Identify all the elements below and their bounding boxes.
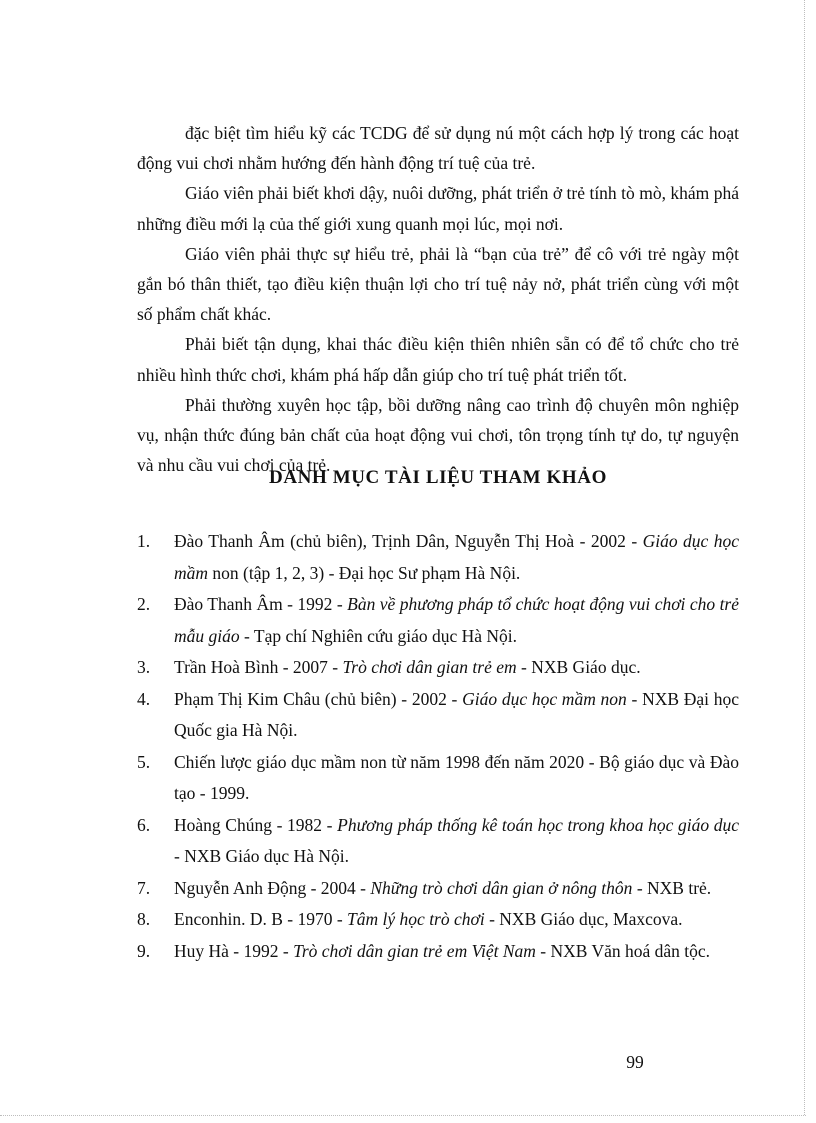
reference-item-3: [137, 652, 739, 684]
body-paragraph-3: Giáo viên phải thực sự hiểu trẻ, phải là “bạn của trẻ” để cô với trẻ ngày một gắn bó thân thiết, tạo điều kiện thuận lợi cho trí tuệ nảy nở, phát triển cùng với một số phẩm chất khác.: [137, 243, 739, 325]
reference-text-end: non (tập 1, 2, 3) - Đại học Sư phạm Hà Nội.: [208, 562, 521, 583]
reference-number: 8.: [137, 909, 151, 929]
references-title: DANH MỤC TÀI LIỆU THAM KHẢO: [269, 467, 607, 488]
reference-title-italic: Tâm lý học trò chơi: [347, 909, 485, 929]
body-text: [137, 118, 739, 480]
reference-text-end: - Tạp chí Nghiên cứu giáo dục Hà Nội.: [239, 625, 518, 646]
reference-text: Enconhin. D. B - 1970 -: [174, 909, 348, 929]
reference-text-end: - NXB Đại học Quốc gia Hà Nội.: [174, 688, 740, 740]
reference-title-italic: Giáo dục học mầm non: [462, 688, 627, 709]
reference-text: Chiến lược giáo dục mầm non từ năm 1998 đến năm 2020 - Bộ giáo dục và Đào tạo - 1999.: [174, 751, 739, 803]
reference-number: 6.: [137, 814, 151, 835]
reference-text-end: - NXB trẻ.: [632, 877, 712, 898]
reference-number: 1.: [137, 531, 151, 551]
reference-text-end: - NXB Giáo dục, Maxcova.: [484, 909, 683, 929]
reference-title-italic: Trò chơi dân gian trẻ em Việt Nam: [293, 940, 536, 961]
reference-item-5: [137, 747, 739, 810]
reference-text-end: - NXB Văn hoá dân tộc.: [535, 940, 711, 961]
reference-item-4: [137, 684, 739, 747]
body-paragraph-4: Phải biết tận dụng, khai thác điều kiện thiên nhiên sẵn có để tổ chức cho trẻ nhiều hình thức chơi, khám phá hấp dẫn giúp cho trí tuệ phát triển tốt.: [137, 334, 739, 385]
reference-text-end: - NXB Giáo dục.: [516, 657, 641, 677]
reference-number: 2.: [137, 594, 151, 614]
reference-text: Huy Hà - 1992 -: [174, 940, 294, 961]
body-paragraph-1: đặc biệt tìm hiểu kỹ các TCDG để sử dụng nú một cách hợp lý trong các hoạt động vui chơi nhằm hướng đến hành động trí tuệ của trẻ.: [137, 123, 739, 174]
body-paragraph-5: Phải thường xuyên học tập, bồi dưỡng nâng cao trình độ chuyên môn nghiệp vụ, nhận thức đúng bản chất của hoạt động vui chơi, tôn trọng tính tự do, tự nguyện và nhu cầu vui chơi của trẻ.: [137, 394, 739, 476]
reference-item-8: [137, 904, 739, 936]
reference-item-7: [137, 873, 739, 905]
reference-text: Trần Hoà Bình - 2007 -: [174, 657, 343, 677]
reference-number: 9.: [137, 940, 151, 961]
reference-title-italic: Giáo dục học mầm: [174, 531, 739, 583]
reference-number: 7.: [137, 877, 151, 898]
reference-item-9: [137, 936, 739, 968]
reference-item-2: [137, 589, 739, 652]
reference-text: Phạm Thị Kim Châu (chủ biên) - 2002 -: [174, 688, 463, 709]
reference-text: Hoàng Chúng - 1982 -: [174, 814, 338, 835]
reference-text: Đào Thanh Âm - 1992 -: [174, 594, 348, 614]
page-border-bottom: [0, 1115, 806, 1116]
reference-number: 3.: [137, 657, 151, 677]
reference-number: 4.: [137, 688, 151, 709]
body-paragraph-2: Giáo viên phải biết khơi dậy, nuôi dưỡng, phát triển ở trẻ tính tò mò, khám phá những điều mới lạ của thế giới xung quanh mọi lúc, mọi nơi.: [137, 183, 739, 234]
reference-text: Nguyễn Anh Động - 2004 -: [174, 877, 371, 898]
page-border-right: [804, 0, 805, 1115]
reference-text-end: - NXB Giáo dục Hà Nội.: [174, 846, 349, 866]
reference-title-italic: Bàn về phương pháp tổ chức hoạt động vui chơi cho trẻ mẫu giáo: [174, 594, 740, 646]
reference-title-italic: Phương pháp thống kê toán học trong khoa học giáo dục: [337, 814, 739, 835]
reference-title-italic: Những trò chơi dân gian ở nông thôn: [370, 877, 633, 898]
reference-text: Đào Thanh Âm (chủ biên), Trịnh Dân, Nguyễn Thị Hoà - 2002 -: [174, 531, 643, 551]
reference-item-1: [137, 526, 739, 589]
page-number: 99: [626, 1052, 644, 1072]
reference-item-6: [137, 810, 739, 873]
references-list: [137, 526, 739, 967]
reference-number: 5.: [137, 751, 151, 772]
reference-title-italic: Trò chơi dân gian trẻ em: [342, 657, 517, 677]
